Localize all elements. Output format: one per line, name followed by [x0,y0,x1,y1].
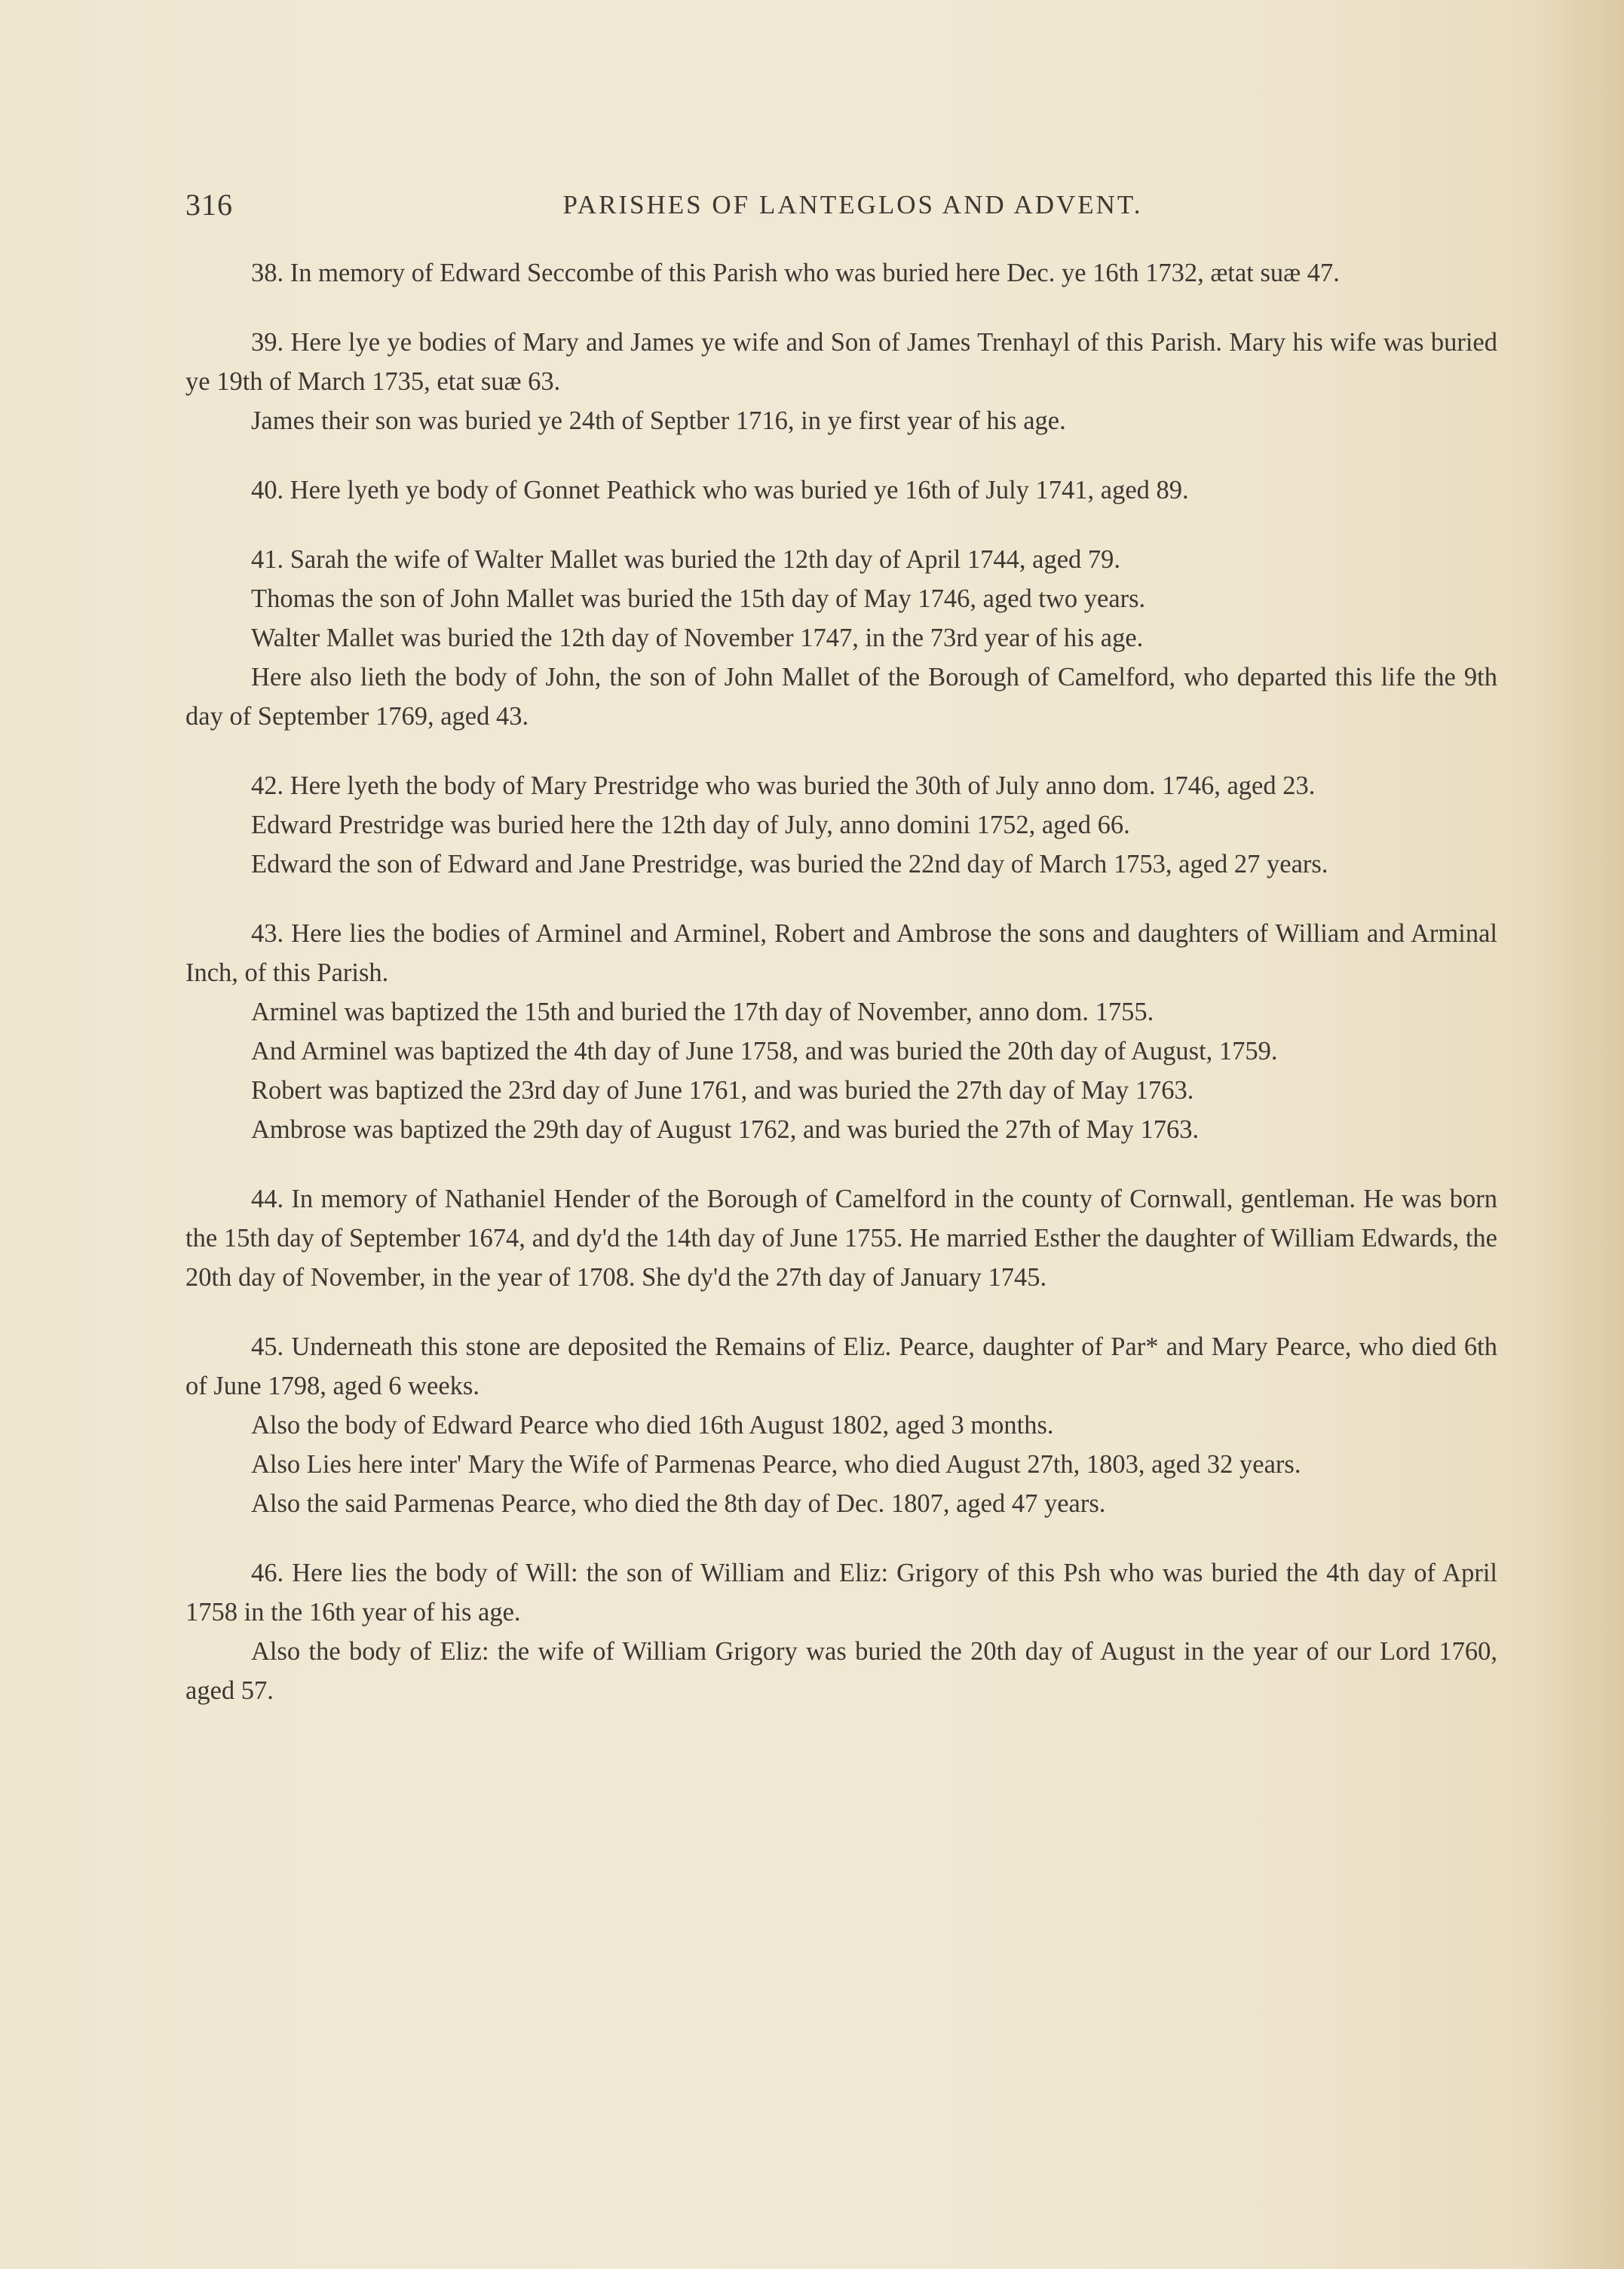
inscription-line: 41. Sarah the wife of Walter Mallet was buried the 12th day of April 1744, aged 79. [251,545,1121,574]
inscription-line: 46. Here lies the body of Will: the son of William and Eliz: Grigory of this Psh who was buried the 4th day of April 1758 in the 16th year of his age. [185,1559,1497,1627]
inscription-45 [185,1327,1497,1523]
inscription-line: 44. In memory of Nathaniel Hender of the Borough of Camelford in the county of Cornwall, gentleman. He was born the 15th day of September 1674, and dy'd the 14th day of June 1755. He married Esther the daughter of William Edwards, the 20th day of November, in the year of 1708. She dy'd the 27th day of January 1745. [185,1185,1497,1292]
inscription-line: 42. Here lyeth the body of Mary Prestridge who was buried the 30th of July anno dom. 1746, aged 23. [251,771,1316,800]
inscription-line: Also the body of Eliz: the wife of William Grigory was buried the 20th day of August in the year of our Lord 1760, aged 57. [185,1637,1497,1705]
inscription-line: Edward the son of Edward and Jane Prestridge, was buried the 22nd day of March 1753, aged 27 years. [251,850,1328,878]
inscription-line: James their son was buried ye 24th of Septber 1716, in ye first year of his age. [251,406,1066,435]
inscription-line: Arminel was baptized the 15th and buried the 17th day of November, anno dom. 1755. [251,998,1154,1026]
inscription-42 [185,766,1497,884]
inscription-line: Also the body of Edward Pearce who died 16th August 1802, aged 3 months. [251,1411,1054,1440]
inscription-line: Here also lieth the body of John, the son of John Mallet of the Borough of Camelford, who departed this life the 9th day of September 1769, aged 43. [185,663,1497,731]
page-number: 316 [185,188,233,222]
inscription-line: Robert was baptized the 23rd day of June 1761, and was buried the 27th day of May 1763. [251,1076,1194,1105]
inscription-line: Also the said Parmenas Pearce, who died the 8th day of Dec. 1807, aged 47 years. [251,1489,1106,1518]
inscription-line: Edward Prestridge was buried here the 12th day of July, anno domini 1752, aged 66. [251,811,1130,839]
inscription-line: 39. Here lye ye bodies of Mary and James ye wife and Son of James Trenhayl of this Parish. Mary his wife was buried ye 19th of March 1735, etat suæ 63. [185,328,1497,396]
inscription-line: Walter Mallet was buried the 12th day of November 1747, in the 73rd year of his age. [251,624,1144,652]
inscription-line: Thomas the son of John Mallet was buried the 15th day of May 1746, aged two years. [251,584,1146,613]
inscription-line: 40. Here lyeth ye body of Gonnet Peathick who was buried ye 16th of July 1741, aged 89. [251,476,1189,504]
inscription-line: Ambrose was baptized the 29th day of August 1762, and was buried the 27th of May 1763. [251,1115,1200,1144]
inscription-46 [185,1553,1497,1710]
inscription-line: Also Lies here inter' Mary the Wife of Parmenas Pearce, who died August 27th, 1803, aged 32 years. [251,1450,1301,1479]
inscriptions-list [185,253,1497,1740]
inscription-line: 38. In memory of Edward Seccombe of this Parish who was buried here Dec. ye 16th 1732, ætat suæ 47. [251,259,1340,287]
inscription-41 [185,540,1497,736]
running-head: PARISHES OF LANTEGLOS AND ADVENT. [562,190,1143,219]
inscription-line: 45. Underneath this stone are deposited the Remains of Eliz. Pearce, daughter of Par* and Mary Pearce, who died 6th of June 1798, aged 6 weeks. [185,1332,1497,1400]
inscription-44 [185,1179,1497,1297]
inscription-38 [185,253,1497,293]
inscription-43 [185,914,1497,1149]
inscription-line: And Arminel was baptized the 4th day of June 1758, and was buried the 20th day of August, 1759. [251,1037,1278,1066]
inscription-39 [185,323,1497,440]
page-header [185,187,1497,226]
inscription-40 [185,471,1497,510]
inscription-line: 43. Here lies the bodies of Arminel and Arminel, Robert and Ambrose the sons and daughters of William and Arminal Inch, of this Parish. [185,919,1497,987]
